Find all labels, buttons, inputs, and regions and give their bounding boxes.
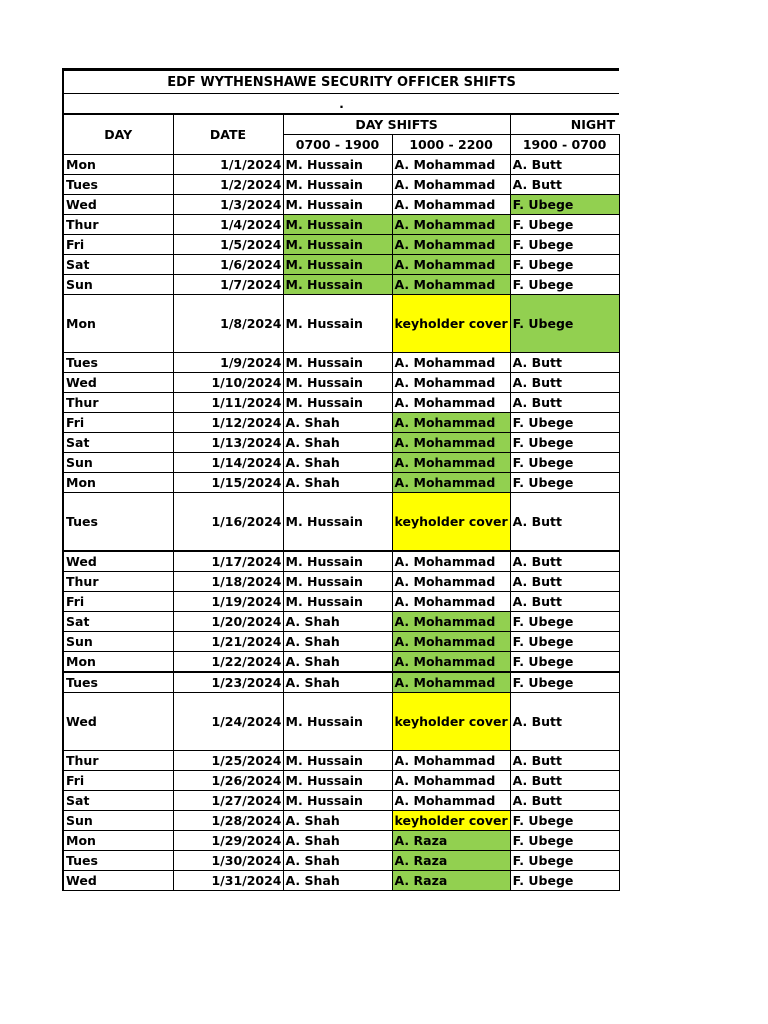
day-cell: Fri xyxy=(63,592,173,612)
shift-0700-1900-cell: M. Hussain xyxy=(283,215,392,235)
table-row xyxy=(63,453,619,473)
date-cell: 1/3/2024 xyxy=(173,195,283,215)
table-row xyxy=(63,493,619,552)
shift-1900-0700-cell: A. Butt xyxy=(510,791,619,811)
date-cell: 1/7/2024 xyxy=(173,275,283,295)
day-cell: Fri xyxy=(63,771,173,791)
shift-1900-0700-cell: F. Ubege xyxy=(510,275,619,295)
shift-1000-2200-cell: A. Mohammad xyxy=(392,632,510,652)
shift-1000-2200-cell: A. Mohammad xyxy=(392,215,510,235)
shift-1900-0700-cell: F. Ubege xyxy=(510,295,619,353)
date-cell: 1/26/2024 xyxy=(173,771,283,791)
table-row xyxy=(63,215,619,235)
shift-1900-0700-cell: F. Ubege xyxy=(510,215,619,235)
table-row xyxy=(63,771,619,791)
table-row xyxy=(63,811,619,831)
table-row xyxy=(63,275,619,295)
shift-1000-2200-cell: A. Mohammad xyxy=(392,592,510,612)
shift-0700-1900-cell: M. Hussain xyxy=(283,353,392,373)
shift-1900-0700-cell: A. Butt xyxy=(510,493,619,552)
shift-0700-1900-cell: M. Hussain xyxy=(283,751,392,771)
date-cell: 1/16/2024 xyxy=(173,493,283,552)
table-row xyxy=(63,255,619,275)
day-cell: Thur xyxy=(63,393,173,413)
day-cell: Thur xyxy=(63,572,173,592)
shift-1000-2200-cell: A. Mohammad xyxy=(392,255,510,275)
shift-1900-0700-cell: F. Ubege xyxy=(510,672,619,693)
shift-0700-1900-cell: M. Hussain xyxy=(283,275,392,295)
table-row xyxy=(63,632,619,652)
table-row xyxy=(63,473,619,493)
schedule-body xyxy=(63,70,619,891)
date-cell: 1/2/2024 xyxy=(173,175,283,195)
shift-0700-1900-cell: A. Shah xyxy=(283,473,392,493)
shift-0700-1900-cell: M. Hussain xyxy=(283,195,392,215)
shift-1000-2200-cell: A. Mohammad xyxy=(392,373,510,393)
shift-1000-2200-cell: A. Mohammad xyxy=(392,751,510,771)
shift-0700-1900-cell: M. Hussain xyxy=(283,693,392,751)
table-row xyxy=(63,592,619,612)
shift-1900-0700-cell: F. Ubege xyxy=(510,851,619,871)
table-row xyxy=(63,612,619,632)
shift-1000-2200-cell: keyholder cover xyxy=(392,811,510,831)
day-cell: Wed xyxy=(63,693,173,751)
date-cell: 1/28/2024 xyxy=(173,811,283,831)
date-cell: 1/25/2024 xyxy=(173,751,283,771)
day-cell: Tues xyxy=(63,493,173,552)
shift-1900-0700-cell: F. Ubege xyxy=(510,195,619,215)
day-cell: Sun xyxy=(63,811,173,831)
day-cell: Sun xyxy=(63,632,173,652)
date-cell: 1/22/2024 xyxy=(173,652,283,673)
shift-1900-0700-cell: F. Ubege xyxy=(510,255,619,275)
shift-1000-2200-cell: A. Mohammad xyxy=(392,433,510,453)
day-cell: Wed xyxy=(63,871,173,891)
day-cell: Sat xyxy=(63,433,173,453)
shift-0700-1900-header: 0700 - 1900 xyxy=(283,135,392,155)
date-cell: 1/6/2024 xyxy=(173,255,283,275)
shift-0700-1900-cell: M. Hussain xyxy=(283,295,392,353)
date-cell: 1/8/2024 xyxy=(173,295,283,353)
table-row xyxy=(63,373,619,393)
shift-0700-1900-cell: A. Shah xyxy=(283,811,392,831)
table-row xyxy=(63,295,619,353)
shift-1000-2200-cell: A. Raza xyxy=(392,871,510,891)
shift-1000-2200-cell: A. Mohammad xyxy=(392,453,510,473)
shift-1000-2200-cell: A. Mohammad xyxy=(392,771,510,791)
shift-0700-1900-cell: M. Hussain xyxy=(283,572,392,592)
sheet-title: EDF WYTHENSHAWE SECURITY OFFICER SHIFTS xyxy=(63,70,619,94)
shift-1900-0700-cell: F. Ubege xyxy=(510,235,619,255)
shift-1000-2200-cell: A. Mohammad xyxy=(392,413,510,433)
day-cell: Sat xyxy=(63,791,173,811)
day-cell: Tues xyxy=(63,851,173,871)
date-cell: 1/20/2024 xyxy=(173,612,283,632)
shift-1900-0700-cell: F. Ubege xyxy=(510,811,619,831)
shift-0700-1900-cell: M. Hussain xyxy=(283,791,392,811)
day-cell: Sat xyxy=(63,612,173,632)
date-cell: 1/21/2024 xyxy=(173,632,283,652)
header-row-1 xyxy=(63,114,619,135)
date-cell: 1/14/2024 xyxy=(173,453,283,473)
shift-1000-2200-cell: A. Mohammad xyxy=(392,791,510,811)
table-row xyxy=(63,235,619,255)
day-cell: Sun xyxy=(63,453,173,473)
day-cell: Tues xyxy=(63,175,173,195)
date-cell: 1/27/2024 xyxy=(173,791,283,811)
table-row xyxy=(63,413,619,433)
shift-0700-1900-cell: M. Hussain xyxy=(283,175,392,195)
day-cell: Mon xyxy=(63,473,173,493)
day-cell: Mon xyxy=(63,652,173,673)
date-cell: 1/9/2024 xyxy=(173,353,283,373)
day-cell: Mon xyxy=(63,831,173,851)
shift-1000-2200-cell: A. Mohammad xyxy=(392,393,510,413)
date-cell: 1/15/2024 xyxy=(173,473,283,493)
spacer-dot: . xyxy=(63,94,619,115)
date-cell: 1/18/2024 xyxy=(173,572,283,592)
day-cell: Fri xyxy=(63,413,173,433)
table-row xyxy=(63,195,619,215)
shift-0700-1900-cell: M. Hussain xyxy=(283,255,392,275)
shift-0700-1900-cell: A. Shah xyxy=(283,612,392,632)
day-shifts-header: DAY SHIFTS xyxy=(283,114,510,135)
table-row xyxy=(63,672,619,693)
title-row xyxy=(63,70,619,94)
shift-1900-0700-cell: F. Ubege xyxy=(510,652,619,673)
shift-1900-0700-cell: A. Butt xyxy=(510,155,619,175)
date-cell: 1/31/2024 xyxy=(173,871,283,891)
shift-1900-0700-cell: A. Butt xyxy=(510,175,619,195)
shift-1900-0700-cell: F. Ubege xyxy=(510,612,619,632)
shift-1900-0700-cell: A. Butt xyxy=(510,693,619,751)
shift-1900-0700-cell: A. Butt xyxy=(510,393,619,413)
shift-1900-0700-cell: A. Butt xyxy=(510,771,619,791)
shift-1000-2200-cell: A. Raza xyxy=(392,831,510,851)
shift-1900-0700-header: 1900 - 0700 xyxy=(510,135,619,155)
shift-1000-2200-cell: A. Mohammad xyxy=(392,275,510,295)
day-cell: Wed xyxy=(63,551,173,572)
date-cell: 1/23/2024 xyxy=(173,672,283,693)
shift-1000-2200-cell: A. Raza xyxy=(392,851,510,871)
day-cell: Wed xyxy=(63,195,173,215)
shift-0700-1900-cell: M. Hussain xyxy=(283,155,392,175)
shift-1000-2200-cell: A. Mohammad xyxy=(392,353,510,373)
shift-1000-2200-cell: A. Mohammad xyxy=(392,652,510,673)
shift-1000-2200-cell: A. Mohammad xyxy=(392,551,510,572)
table-row xyxy=(63,831,619,851)
date-cell: 1/24/2024 xyxy=(173,693,283,751)
shift-schedule-table xyxy=(62,68,620,891)
table-row xyxy=(63,693,619,751)
table-row xyxy=(63,751,619,771)
day-cell: Thur xyxy=(63,751,173,771)
table-row xyxy=(63,393,619,413)
shift-1000-2200-cell: A. Mohammad xyxy=(392,155,510,175)
date-cell: 1/13/2024 xyxy=(173,433,283,453)
shift-1900-0700-cell: A. Butt xyxy=(510,751,619,771)
day-cell: Tues xyxy=(63,672,173,693)
shift-0700-1900-cell: M. Hussain xyxy=(283,235,392,255)
day-column-header: DAY xyxy=(63,114,173,155)
shift-0700-1900-cell: A. Shah xyxy=(283,413,392,433)
table-row xyxy=(63,353,619,373)
shift-0700-1900-cell: A. Shah xyxy=(283,871,392,891)
day-cell: Fri xyxy=(63,235,173,255)
table-row xyxy=(63,652,619,673)
shift-0700-1900-cell: A. Shah xyxy=(283,453,392,473)
shift-0700-1900-cell: M. Hussain xyxy=(283,592,392,612)
shift-1900-0700-cell: F. Ubege xyxy=(510,453,619,473)
shift-0700-1900-cell: M. Hussain xyxy=(283,393,392,413)
shift-1900-0700-cell: A. Butt xyxy=(510,592,619,612)
shift-1000-2200-cell: A. Mohammad xyxy=(392,195,510,215)
shift-1900-0700-cell: F. Ubege xyxy=(510,433,619,453)
shift-1900-0700-cell: F. Ubege xyxy=(510,632,619,652)
shift-1900-0700-cell: F. Ubege xyxy=(510,831,619,851)
spacer-row xyxy=(63,94,619,115)
shift-1900-0700-cell: A. Butt xyxy=(510,373,619,393)
shift-0700-1900-cell: M. Hussain xyxy=(283,493,392,552)
shift-1000-2200-cell: A. Mohammad xyxy=(392,473,510,493)
shift-1900-0700-cell: F. Ubege xyxy=(510,413,619,433)
table-row xyxy=(63,551,619,572)
shift-1900-0700-cell: A. Butt xyxy=(510,353,619,373)
shift-1000-2200-cell: A. Mohammad xyxy=(392,672,510,693)
table-row xyxy=(63,871,619,891)
shift-1000-2200-cell: keyholder cover xyxy=(392,493,510,552)
table-row xyxy=(63,155,619,175)
shift-1000-2200-header: 1000 - 2200 xyxy=(392,135,510,155)
date-cell: 1/17/2024 xyxy=(173,551,283,572)
shift-1900-0700-cell: A. Butt xyxy=(510,551,619,572)
shift-0700-1900-cell: A. Shah xyxy=(283,433,392,453)
shift-0700-1900-cell: M. Hussain xyxy=(283,551,392,572)
day-cell: Sun xyxy=(63,275,173,295)
date-cell: 1/4/2024 xyxy=(173,215,283,235)
day-cell: Mon xyxy=(63,155,173,175)
date-column-header: DATE xyxy=(173,114,283,155)
table-row xyxy=(63,791,619,811)
shift-0700-1900-cell: A. Shah xyxy=(283,672,392,693)
shift-1000-2200-cell: keyholder cover xyxy=(392,295,510,353)
table-row xyxy=(63,572,619,592)
day-cell: Mon xyxy=(63,295,173,353)
date-cell: 1/30/2024 xyxy=(173,851,283,871)
day-cell: Tues xyxy=(63,353,173,373)
day-cell: Sat xyxy=(63,255,173,275)
shift-1000-2200-cell: A. Mohammad xyxy=(392,235,510,255)
date-cell: 1/19/2024 xyxy=(173,592,283,612)
shift-1000-2200-cell: A. Mohammad xyxy=(392,175,510,195)
shift-1900-0700-cell: F. Ubege xyxy=(510,473,619,493)
day-cell: Wed xyxy=(63,373,173,393)
table-row xyxy=(63,851,619,871)
shift-0700-1900-cell: M. Hussain xyxy=(283,771,392,791)
date-cell: 1/29/2024 xyxy=(173,831,283,851)
shift-0700-1900-cell: A. Shah xyxy=(283,831,392,851)
day-cell: Thur xyxy=(63,215,173,235)
shift-0700-1900-cell: A. Shah xyxy=(283,851,392,871)
shift-0700-1900-cell: A. Shah xyxy=(283,632,392,652)
shift-1000-2200-cell: keyholder cover xyxy=(392,693,510,751)
shift-0700-1900-cell: A. Shah xyxy=(283,652,392,673)
date-cell: 1/11/2024 xyxy=(173,393,283,413)
date-cell: 1/12/2024 xyxy=(173,413,283,433)
table-row xyxy=(63,175,619,195)
date-cell: 1/10/2024 xyxy=(173,373,283,393)
date-cell: 1/1/2024 xyxy=(173,155,283,175)
shift-1900-0700-cell: F. Ubege xyxy=(510,871,619,891)
night-header: NIGHT xyxy=(510,114,619,135)
shift-1000-2200-cell: A. Mohammad xyxy=(392,572,510,592)
shift-1900-0700-cell: A. Butt xyxy=(510,572,619,592)
table-row xyxy=(63,433,619,453)
shift-0700-1900-cell: M. Hussain xyxy=(283,373,392,393)
date-cell: 1/5/2024 xyxy=(173,235,283,255)
shift-1000-2200-cell: A. Mohammad xyxy=(392,612,510,632)
